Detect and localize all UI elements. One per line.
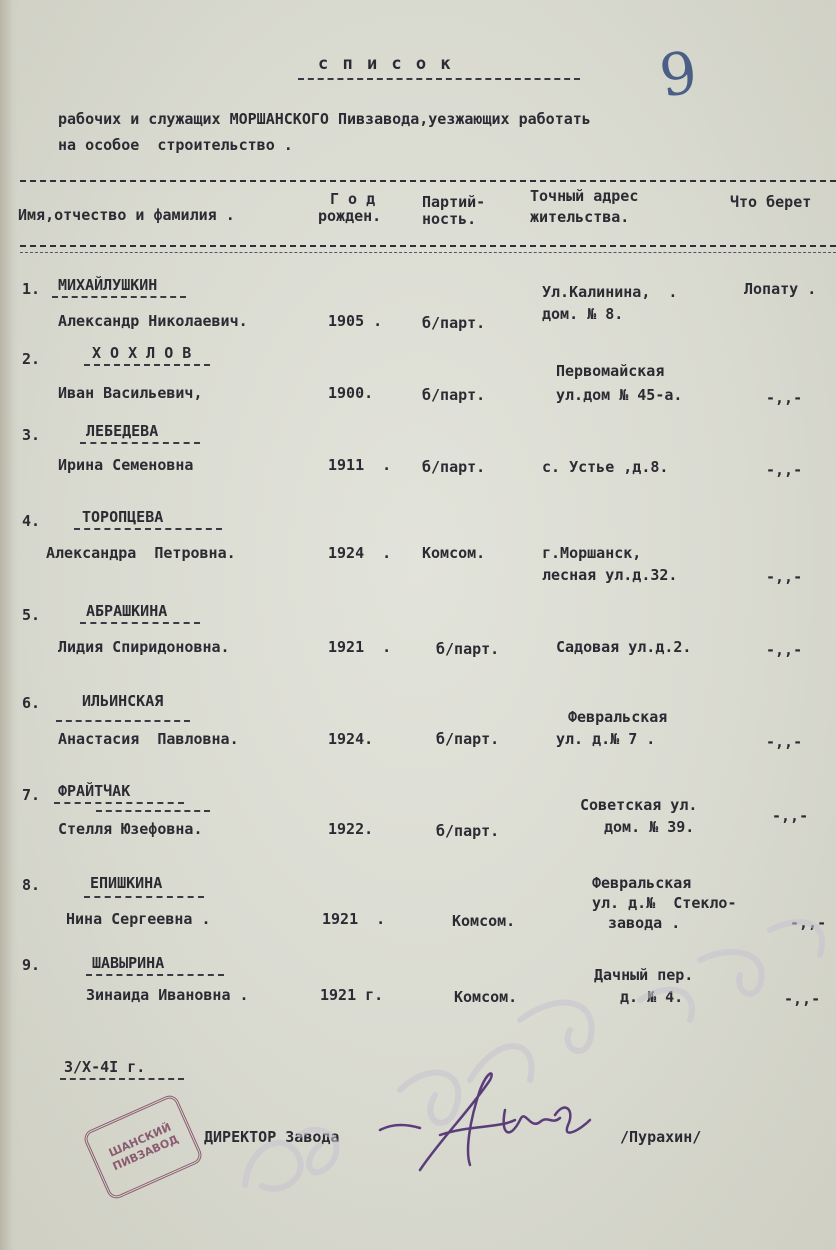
header-address-line-1: Точный адрес (530, 187, 639, 205)
header-year-line-2: рожден. (318, 207, 382, 225)
document-title: с п и с о к (318, 54, 453, 74)
row-3-party: б/парт. (422, 458, 486, 476)
row-5-given-name: Лидия Спиридоновна. (58, 638, 230, 656)
row-1-party: б/парт. (422, 314, 486, 332)
row-7-takes: -,,- (772, 807, 809, 825)
row-2-year: 1900. (328, 384, 374, 402)
row-6-address-2: ул. д.№ 7 . (556, 730, 656, 748)
row-3-address-1: с. Устье ,д.8. (542, 458, 669, 476)
row-2-given-name: Иван Васильевич, (58, 384, 203, 402)
row-8-takes: -,,- (790, 914, 827, 932)
row-5-surname: АБРАШКИНА (86, 602, 168, 620)
row-7-address-1: Советская ул. (580, 796, 698, 814)
row-2-address-2: ул.дом № 45-а. (556, 386, 683, 404)
row-8-address-2: ул. д.№ Стекло- (592, 894, 737, 912)
row-4-address-1: г.Моршанск, (542, 544, 642, 562)
row-8-address-1: Февральская (592, 874, 692, 892)
row-9-number: 9. (22, 956, 41, 974)
row-6-number: 6. (22, 694, 41, 712)
row-4-takes: -,,- (766, 568, 803, 586)
row-7-year: 1922. (328, 820, 374, 838)
subtitle-line-2: на особое строительство . (58, 136, 293, 154)
row-4-given-name: Александра Петровна. (46, 544, 236, 562)
subtitle-line-1: рабочих и служащих МОРШАНСКОГО Пивзавода,уезжающих работать (58, 110, 591, 128)
row-4-surname: ТОРОПЦЕВА (82, 508, 164, 526)
row-4-year: 1924 . (328, 544, 392, 562)
row-3-number: 3. (22, 426, 41, 444)
row-5-takes: -,,- (766, 641, 803, 659)
row-7-number: 7. (22, 786, 41, 804)
row-5-year: 1921 . (328, 638, 392, 656)
row-8-address-3: завода . (608, 914, 681, 932)
row-8-given-name: Нина Сергеевна . (66, 910, 211, 928)
row-9-party: Комсом. (454, 988, 518, 1006)
row-9-takes: -,,- (784, 990, 821, 1008)
row-9-address-1: Дачный пер. (594, 966, 694, 984)
header-name: Имя,отчество и фамилия . (18, 206, 235, 224)
row-2-number: 2. (22, 350, 41, 368)
row-4-party: Комсом. (422, 544, 486, 562)
header-party-line-1: Партий- (422, 193, 486, 211)
document-date: 3/Х-4I г. (64, 1058, 146, 1076)
row-1-address-1: Ул.Калинина, . (542, 283, 678, 301)
row-8-number: 8. (22, 876, 41, 894)
row-9-address-2: д. № 4. (620, 988, 684, 1006)
row-9-year: 1921 г. (320, 986, 384, 1004)
row-4-number: 4. (22, 512, 41, 530)
row-1-surname: МИХАЙЛУШКИН (58, 276, 158, 294)
director-label: ДИРЕКТОР Завода (204, 1128, 340, 1146)
row-2-surname: Х О Х Л О В (92, 344, 192, 362)
row-1-given-name: Александр Николаевич. (58, 312, 248, 330)
row-8-year: 1921 . (322, 910, 386, 928)
row-7-surname: ФРАЙТЧАК (58, 782, 131, 800)
director-signature (380, 1073, 590, 1170)
row-2-party: б/парт. (422, 386, 486, 404)
page-number: 9 (655, 37, 702, 111)
row-6-given-name: Анастасия Павловна. (58, 730, 239, 748)
row-3-takes: -,,- (766, 461, 803, 479)
row-6-year: 1924. (328, 730, 374, 748)
row-2-takes: -,,- (766, 389, 803, 407)
row-8-party: Комсом. (452, 912, 516, 930)
row-6-takes: -,,- (766, 733, 803, 751)
row-6-party: б/парт. (436, 730, 500, 748)
faint-scrawl (245, 922, 822, 1189)
header-party-line-2: ность. (422, 210, 477, 228)
header-address-line-2: жительства. (530, 208, 630, 226)
row-1-address-2: дом. № 8. (542, 305, 624, 323)
row-1-year: 1905 . (328, 312, 383, 330)
row-3-surname: ЛЕБЕДЕВА (86, 422, 159, 440)
row-7-address-2: дом. № 39. (604, 818, 695, 836)
row-3-given-name: Ирина Семеновна (58, 456, 194, 474)
row-8-surname: ЕПИШКИНА (90, 874, 163, 892)
director-name: /Пурахин/ (620, 1128, 702, 1146)
stamp-text: ШАНСКИЙ ПИВЗАВОД (106, 1120, 181, 1174)
row-1-takes: Лопату . (744, 280, 817, 298)
row-5-number: 5. (22, 606, 41, 624)
row-6-address-1: Февральская (568, 708, 668, 726)
row-2-address-1: Первомайская (556, 362, 665, 380)
row-4-address-2: лесная ул.д.32. (542, 566, 678, 584)
row-6-surname: ИЛЬИНСКАЯ (82, 692, 164, 710)
row-5-address-1: Садовая ул.д.2. (556, 638, 692, 656)
row-3-year: 1911 . (328, 456, 392, 474)
row-5-party: б/парт. (436, 640, 500, 658)
row-9-given-name: Зинаида Ивановна . (86, 986, 249, 1004)
header-year-line-1: Г о д (330, 190, 376, 208)
row-9-surname: ШАВЫРИНА (92, 954, 165, 972)
row-7-given-name: Стелля Юзефовна. (58, 820, 203, 838)
header-takes: Что берет (730, 193, 812, 211)
row-1-number: 1. (22, 280, 41, 298)
row-7-party: б/парт. (436, 822, 500, 840)
